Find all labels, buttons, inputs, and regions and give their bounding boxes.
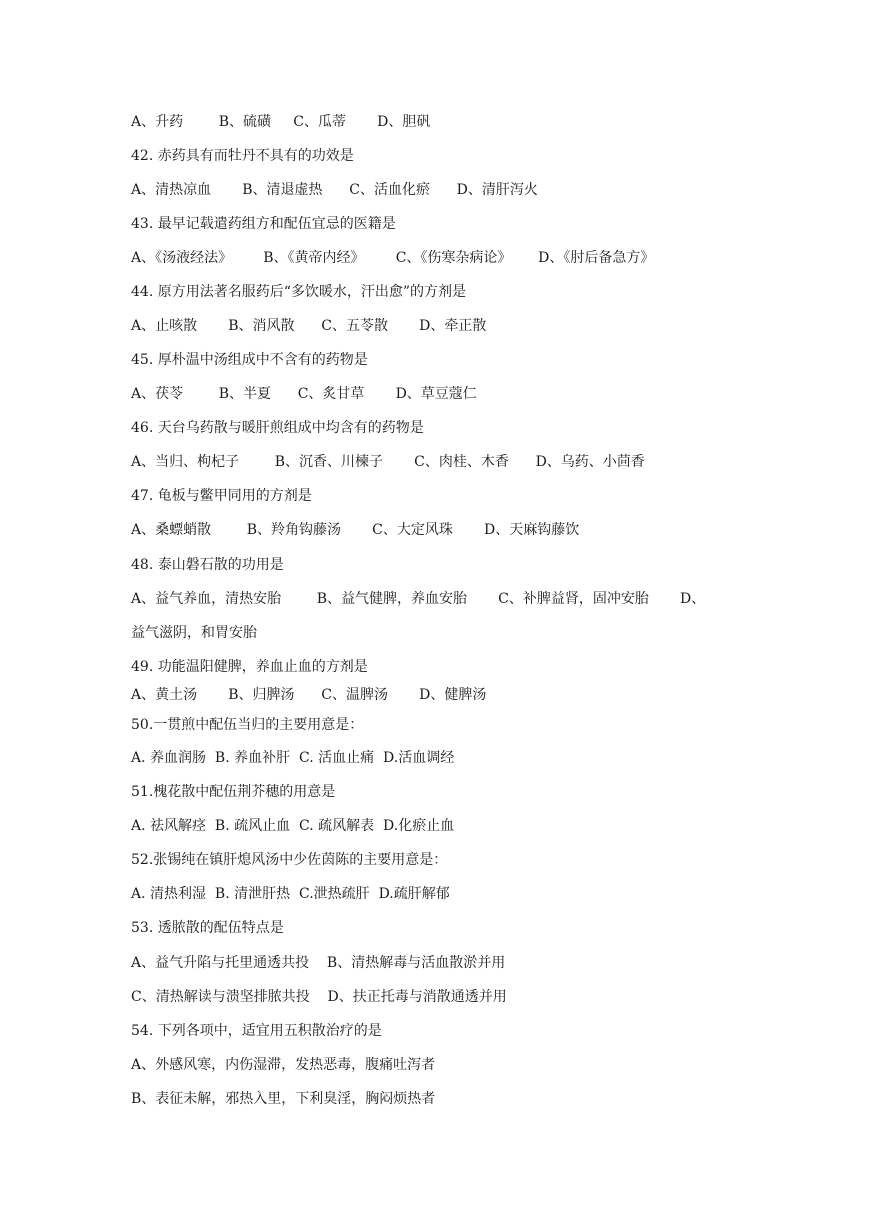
options-52: A. 清热利湿 B. 清泄肝热 C.泄热疏肝 D.疏肝解郁 <box>131 886 450 902</box>
question-53: 53. 透脓散的配伍特点是 <box>131 920 284 936</box>
options-line: A、升药 B、硫磺 C、瓜蒂 D、胆矾 <box>131 114 431 130</box>
question-48: 48. 泰山磐石散的功用是 <box>131 557 284 573</box>
options-44: A、止咳散 B、消风散 C、五苓散 D、牵正散 <box>131 318 487 334</box>
options-53-ab: A、益气升陷与托里通透共投 B、清热解毒与活血散淤并用 <box>131 955 506 971</box>
options-42: A、清热凉血 B、清退虚热 C、活血化瘀 D、清肝泻火 <box>131 182 538 198</box>
options-49: A、黄土汤 B、归脾汤 C、温脾汤 D、健脾汤 <box>131 687 487 703</box>
options-50: A. 养血润肠 B. 养血补肝 C. 活血止痛 D.活血调经 <box>131 750 455 766</box>
options-43: A、《汤液经法》 B、《黄帝内经》 C、《伤寒杂病论》 D、《肘后备急方》 <box>131 250 655 266</box>
options-54-b: B、表征未解，邪热入里，下利臭淫，胸闷烦热者 <box>131 1091 436 1107</box>
question-42: 42. 赤药具有而牡丹不具有的功效是 <box>131 148 354 164</box>
options-53-cd: C、清热解读与溃坚排脓共投 D、扶正托毒与消散通透并用 <box>131 989 507 1005</box>
question-47: 47. 龟板与鳖甲同用的方剂是 <box>131 488 312 504</box>
options-48-continued: 益气滋阴，和胃安胎 <box>131 625 257 641</box>
options-51: A. 祛风解痉 B. 疏风止血 C. 疏风解表 D.化瘀止血 <box>131 818 455 834</box>
question-45: 45. 厚朴温中汤组成中不含有的药物是 <box>131 352 368 368</box>
options-46: A、当归、枸杞子 B、沉香、川楝子 C、肉桂、木香 D、乌药、小茴香 <box>131 454 645 470</box>
question-51: 51.槐花散中配伍荆芥穗的用意是 <box>131 784 336 800</box>
question-46: 46. 天台乌药散与暖肝煎组成中均含有的药物是 <box>131 420 424 436</box>
question-44: 44. 原方用法著名服药后“多饮暖水，汗出愈”的方剂是 <box>131 284 467 300</box>
question-43: 43. 最早记载遣药组方和配伍宜忌的医籍是 <box>131 216 396 232</box>
options-45: A、茯苓 B、半夏 C、炙甘草 D、草豆蔻仁 <box>131 386 477 402</box>
question-54: 54. 下列各项中，适宜用五积散治疗的是 <box>131 1023 382 1039</box>
options-47: A、桑螵蛸散 B、羚角钩藤汤 C、大定风珠 D、天麻钩藤饮 <box>131 522 580 538</box>
question-50: 50.一贯煎中配伍当归的主要用意是： <box>131 717 364 733</box>
options-48: A、益气养血，清热安胎 B、益气健脾，养血安胎 C、补脾益肾，固冲安胎 D、 <box>131 591 706 607</box>
question-52: 52.张锡纯在镇肝熄风汤中少佐茵陈的主要用意是： <box>131 852 448 868</box>
question-49: 49. 功能温阳健脾，养血止血的方剂是 <box>131 659 368 675</box>
options-54-a: A、外感风寒，内伤湿滞，发热恶毒，腹痛吐泻者 <box>131 1057 436 1073</box>
